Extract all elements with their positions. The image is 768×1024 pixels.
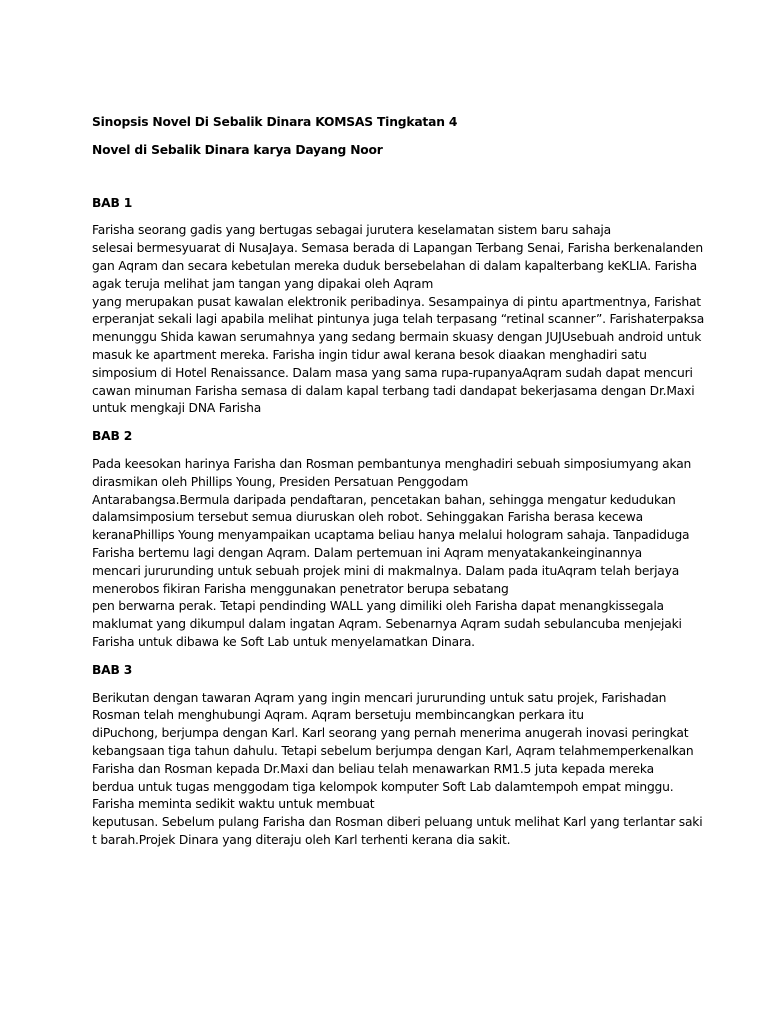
text-line: pen berwarna perak. Tetapi pendinding WALL yang dimiliki oleh Farisha dapat menangkissegala bbox=[92, 599, 664, 614]
text-line: agak teruja melihat jam tangan yang dipakai oleh Aqram bbox=[92, 276, 434, 291]
text-line: Farisha dan Rosman kepada Dr.Maxi dan beliau telah menawarkan RM1.5 juta kepada mereka bbox=[92, 761, 654, 776]
section-body-bab-3 bbox=[92, 690, 703, 850]
text-line: Farisha meminta sedikit waktu untuk membuat bbox=[92, 797, 375, 812]
section-heading-bab-2: BAB 2 bbox=[92, 429, 133, 444]
document-subtitle: Novel di Sebalik Dinara karya Dayang Noor bbox=[92, 142, 383, 157]
section-heading-bab-3: BAB 3 bbox=[92, 662, 133, 677]
text-line: cawan minuman Farisha semasa di dalam kapal terbang tadi dandapat bekerjasama dengan Dr.Maxi bbox=[92, 383, 695, 398]
text-line: keputusan. Sebelum pulang Farisha dan Rosman diberi peluang untuk melihat Karl yang terlantar saki bbox=[92, 815, 703, 830]
text-line: Farisha bertemu lagi dengan Aqram. Dalam pertemuan ini Aqram menyatakankeinginannya bbox=[92, 545, 643, 560]
text-line: Berikutan dengan tawaran Aqram yang ingin mencari jururunding untuk satu projek, Farishadan bbox=[92, 690, 667, 705]
text-line: berdua untuk tugas menggodam tiga kelompok komputer Soft Lab dalamtempoh empat minggu. bbox=[92, 779, 674, 794]
text-line: simposium di Hotel Renaissance. Dalam masa yang sama rupa-rupanyaAqram sudah dapat mencuri bbox=[92, 365, 693, 380]
text-line: erperanjat sekali lagi apabila melihat pintunya juga telah terpasang “retinal scanner”. Farishaterpaksa bbox=[92, 312, 705, 327]
text-line: yang merupakan pusat kawalan elektronik peribadinya. Sesampainya di pintu apartmentnya, Farishat bbox=[92, 294, 701, 309]
text-line: keranaPhillips Young menyampaikan ucaptama beliau hanya melalui hologram sahaja. Tanpadiduga bbox=[92, 528, 690, 543]
text-line: dirasmikan oleh Phillips Young, Presiden Persatuan Penggodam bbox=[92, 474, 469, 489]
section-body-bab-2 bbox=[92, 456, 692, 652]
text-line: masuk ke apartment mereka. Farisha ingin tidur awal kerana besok diaakan menghadiri satu bbox=[92, 347, 647, 362]
text-line: Antarabangsa.Bermula daripada pendaftaran, pencetakan bahan, sehingga mengatur kedudukan bbox=[92, 492, 676, 507]
section-heading-bab-1: BAB 1 bbox=[92, 195, 133, 210]
text-line: kebangsaan tiga tahun dahulu. Tetapi sebelum berjumpa dengan Karl, Aqram telahmemperkenalkan bbox=[92, 743, 694, 758]
text-line: menerobos fikiran Farisha menggunakan penetrator berupa sebatang bbox=[92, 581, 509, 596]
text-line: t barah.Projek Dinara yang diteraju oleh Karl terhenti kerana dia sakit. bbox=[92, 832, 511, 847]
text-line: diPuchong, berjumpa dengan Karl. Karl seorang yang pernah menerima anugerah inovasi peringkat bbox=[92, 726, 689, 741]
text-line: mencari jururunding untuk sebuah projek mini di makmalnya. Dalam pada ituAqram telah berjaya bbox=[92, 563, 680, 578]
text-line: Farisha untuk dibawa ke Soft Lab untuk menyelamatkan Dinara. bbox=[92, 634, 475, 649]
text-line: menunggu Shida kawan serumahnya yang sedang bermain skuasy dengan JUJUsebuah android untuk bbox=[92, 330, 702, 345]
text-line: gan Aqram dan secara kebetulan mereka duduk bersebelahan di dalam kapalterbang keKLIA. Farisha bbox=[92, 258, 697, 273]
section-body-bab-1 bbox=[92, 222, 705, 418]
text-line: dalamsimposium tersebut semua diuruskan oleh robot. Sehinggakan Farisha berasa kecewa bbox=[92, 510, 643, 525]
document-title: Sinopsis Novel Di Sebalik Dinara KOMSAS Tingkatan 4 bbox=[92, 115, 458, 129]
text-line: Rosman telah menghubungi Aqram. Aqram bersetuju membincangkan perkara itu bbox=[92, 708, 584, 723]
text-line: selesai bermesyuarat di NusaJaya. Semasa berada di Lapangan Terbang Senai, Farisha berkenalanden bbox=[92, 241, 703, 256]
document-page bbox=[92, 114, 705, 860]
text-line: maklumat yang dikumpul dalam ingatan Aqram. Sebenarnya Aqram sudah sebulancuba menjejaki bbox=[92, 617, 682, 632]
text-line: untuk mengkaji DNA Farisha bbox=[92, 401, 262, 416]
text-line: Pada keesokan harinya Farisha dan Rosman pembantunya menghadiri sebuah simposiumyang akan bbox=[92, 456, 692, 471]
text-line: Farisha seorang gadis yang bertugas sebagai jurutera keselamatan sistem baru sahaja bbox=[92, 223, 611, 238]
